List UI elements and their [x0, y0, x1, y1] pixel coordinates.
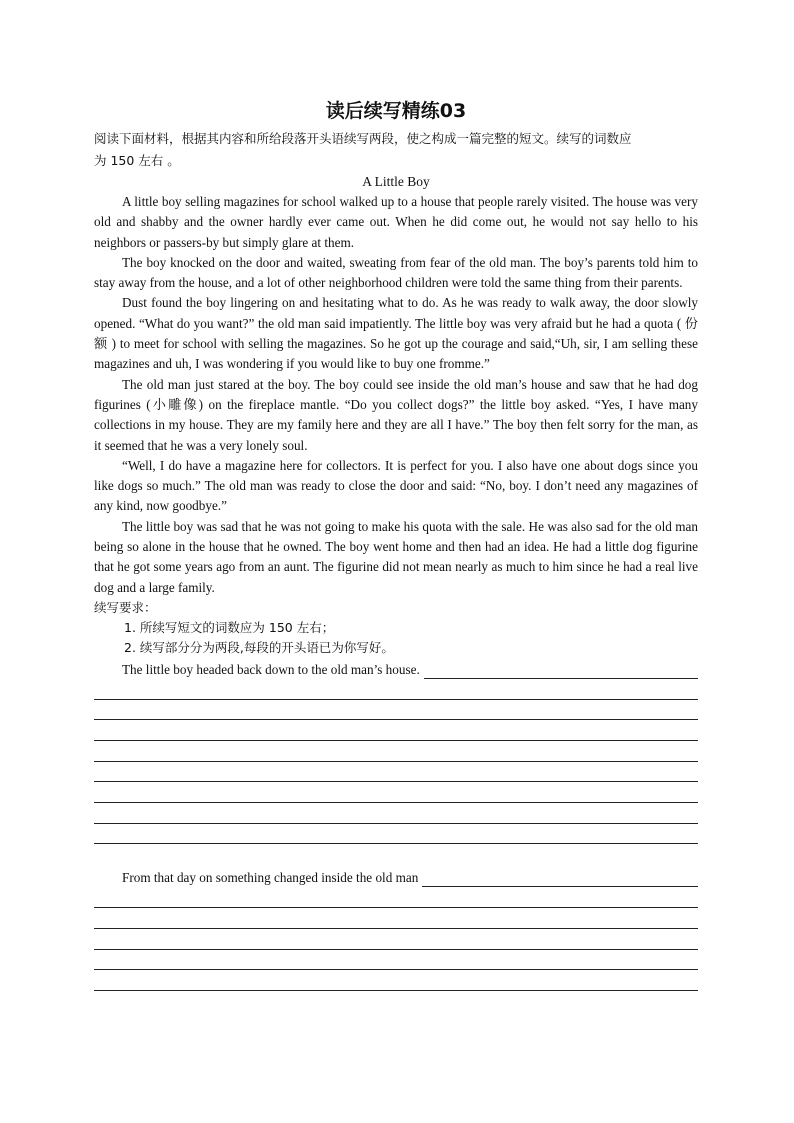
writing-line[interactable] [94, 741, 698, 762]
writing-line[interactable] [94, 824, 698, 845]
writing-line[interactable] [94, 950, 698, 971]
writing-line[interactable] [94, 782, 698, 803]
story-paragraph: The boy knocked on the door and waited, sweating from fear of the old man. The boy’s parents told him to stay away from the house, and a lot of other neighborhood children were told the same thing from their parents. [94, 254, 698, 291]
story-paragraph: The old man just stared at the boy. The boy could see inside the old man’s house and saw that he had dog figurines (小雕像) on the fireplace mantle. “Do you collect dogs?” the little boy asked. “Yes, I have many collections in my house. They are my family here and they are all I have.” The boy then felt sorry for the man, as it seemed that he was a very lonely soul. [94, 376, 698, 453]
page-title: 读后续写精练03 [325, 100, 467, 122]
writing-line[interactable] [94, 970, 698, 991]
writing-line[interactable] [94, 762, 698, 783]
writing-line[interactable] [94, 803, 698, 824]
writing-line[interactable] [94, 720, 698, 741]
continuation-prompt-2: From that day on something changed inside the old man [122, 870, 419, 886]
story-paragraph: The little boy was sad that he was not going to make his quota with the sale. He was also sad for the old man being so alone in the house that he owned. The boy went home and then had an idea. He had a little dog figurine that he got some years ago from an aunt. The figurine did not mean nearly as much to him since he had a real live dog and a large family. [94, 518, 698, 595]
writing-line[interactable] [94, 679, 698, 700]
writing-line[interactable] [424, 664, 698, 679]
continuation-prompt-1: The little boy headed back down to the old man’s house. [122, 661, 420, 677]
writing-line[interactable] [422, 872, 698, 887]
section-gap [94, 844, 698, 866]
story-paragraph: “Well, I do have a magazine here for collectors. It is perfect for you. I also have one about dogs since you like dogs so much.” The old man was ready to close the door and said: “No, boy. I don’t need any magazines of any kind, now goodbye.” [94, 457, 698, 514]
requirement-item: 2. 续写部分分为两段,每段的开头语已为你写好。 [124, 639, 394, 655]
writing-line[interactable] [94, 929, 698, 950]
writing-line[interactable] [94, 908, 698, 929]
instruction-line-1: 阅读下面材料，根据其内容和所给段落开头语续写两段，使之构成一篇完整的短文。续写的词数应 [94, 131, 632, 146]
worksheet-page [94, 96, 698, 991]
story-paragraph: A little boy selling magazines for school walked up to a house that people rarely visited. The house was very old and shabby and the owner hardly ever came out. When he did come out, he would not say hello to his neighbors or passers-by but simply glare at them. [94, 194, 698, 250]
requirements-heading: 续写要求： [94, 599, 157, 615]
continuation-prompt-2-row [94, 866, 698, 887]
requirement-item: 1. 所续写短文的词数应为 150 左右； [124, 619, 335, 635]
continuation-prompt-1-row [94, 658, 698, 679]
story-title: A Little Boy [362, 174, 430, 189]
writing-area-1[interactable] [94, 679, 698, 845]
writing-line[interactable] [94, 887, 698, 908]
instruction-line-2: 为 150 左右 。 [94, 153, 180, 168]
story-paragraph: Dust found the boy lingering on and hesitating what to do. As he was ready to walk away, the door slowly opened. “What do you want?” the old man said impatiently. The little boy was very afraid but he had a quota ( 份 额 ) to meet for school with selling the magazines. So he got up the courage and said,“Uh, sir, I am selling these magazines and uh, I was wondering if you would like to buy one fromme.” [94, 295, 698, 372]
writing-line[interactable] [94, 700, 698, 721]
writing-area-2[interactable] [94, 887, 698, 990]
